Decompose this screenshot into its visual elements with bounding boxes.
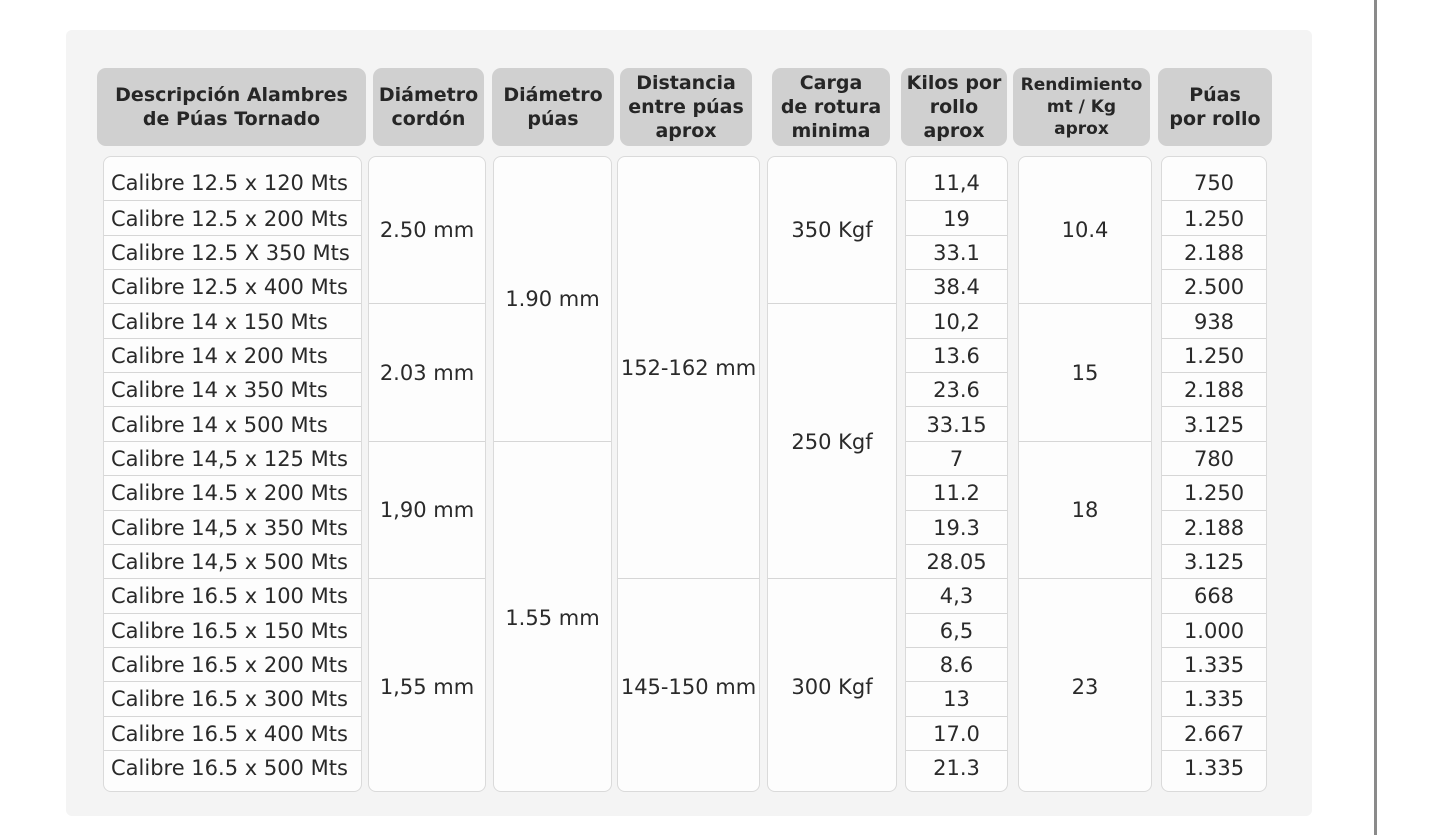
column-rendimiento <box>1018 156 1152 792</box>
puas-rollo-cell: 3.125 <box>1162 406 1266 441</box>
diametro-cordon-cell: 2.50 mm <box>379 218 475 243</box>
diametro-cordon-cell: 2.03 mm <box>369 303 485 441</box>
puas-rollo-cell: 2.188 <box>1162 372 1266 407</box>
column-diametro-puas <box>493 156 612 792</box>
puas-rollo-cell: 1.250 <box>1162 338 1266 373</box>
header-kilos: Kilos por rollo aprox <box>901 68 1007 146</box>
kilos-cell: 28.05 <box>906 544 1007 579</box>
puas-rollo-cell: 2.500 <box>1162 269 1266 304</box>
column-distancia <box>617 156 760 792</box>
kilos-cell: 38.4 <box>906 269 1007 304</box>
descripcion-cell: Calibre 16.5 x 100 Mts <box>104 578 361 613</box>
diametro-cordon-cell: 1,55 mm <box>369 578 485 792</box>
carga-cell: 350 Kgf <box>791 218 873 243</box>
descripcion-cell: Calibre 14 x 350 Mts <box>104 372 361 407</box>
puas-rollo-cell: 1.250 <box>1162 200 1266 235</box>
descripcion-cell: Calibre 14 x 200 Mts <box>104 338 361 373</box>
right-edge-divider <box>1374 0 1377 835</box>
header-descripcion: Descripción Alambres de Púas Tornado <box>97 68 366 146</box>
puas-rollo-cell: 1.335 <box>1162 681 1266 716</box>
kilos-cell: 4,3 <box>906 578 1007 613</box>
column-kilos <box>905 156 1008 792</box>
distancia-cell: 152-162 mm <box>620 355 757 380</box>
carga-cell: 300 Kgf <box>768 578 896 792</box>
rendimiento-cell: 23 <box>1019 578 1151 792</box>
column-puas-rollo <box>1161 156 1267 792</box>
descripcion-cell: Calibre 16.5 x 200 Mts <box>104 647 361 682</box>
kilos-cell: 11,4 <box>933 171 980 196</box>
puas-rollo-cell: 1.335 <box>1162 647 1266 682</box>
puas-rollo-cell: 2.188 <box>1162 510 1266 545</box>
puas-rollo-cell: 750 <box>1193 171 1235 196</box>
descripcion-cell: Calibre 14 x 500 Mts <box>104 406 361 441</box>
puas-rollo-cell: 668 <box>1162 578 1266 613</box>
header-carga: Carga de rotura minima <box>772 68 890 146</box>
descripcion-cell: Calibre 16.5 x 500 Mts <box>104 750 361 785</box>
header-rendimiento: Rendimiento mt / Kg aprox <box>1013 68 1150 146</box>
kilos-cell: 8.6 <box>906 647 1007 682</box>
descripcion-cell: Calibre 14,5 x 350 Mts <box>104 510 361 545</box>
kilos-cell: 19.3 <box>906 510 1007 545</box>
puas-rollo-cell: 1.000 <box>1162 613 1266 648</box>
rendimiento-cell: 18 <box>1019 441 1151 579</box>
kilos-cell: 13.6 <box>906 338 1007 373</box>
descripcion-cell: Calibre 12.5 X 350 Mts <box>104 235 361 270</box>
kilos-cell: 7 <box>906 441 1007 476</box>
puas-rollo-cell: 780 <box>1162 441 1266 476</box>
puas-rollo-cell: 2.667 <box>1162 716 1266 751</box>
descripcion-cell: Calibre 16.5 x 400 Mts <box>104 716 361 751</box>
distancia-cell: 145-150 mm <box>618 578 759 792</box>
kilos-cell: 10,2 <box>906 303 1007 338</box>
descripcion-cell: Calibre 14,5 x 125 Mts <box>104 441 361 476</box>
puas-rollo-cell: 3.125 <box>1162 544 1266 579</box>
kilos-cell: 23.6 <box>906 372 1007 407</box>
descripcion-cell: Calibre 14,5 x 500 Mts <box>104 544 361 579</box>
descripcion-cell: Calibre 16.5 x 150 Mts <box>104 613 361 648</box>
column-descripcion <box>103 156 362 792</box>
kilos-cell: 21.3 <box>906 750 1007 785</box>
puas-rollo-cell: 1.335 <box>1162 750 1266 785</box>
diametro-puas-cell: 1.90 mm <box>505 286 600 311</box>
puas-rollo-cell: 938 <box>1162 303 1266 338</box>
column-diametro-cordon <box>368 156 486 792</box>
descripcion-cell: Calibre 12.5 x 400 Mts <box>104 269 361 304</box>
descripcion-cell: Calibre 14 x 150 Mts <box>104 303 361 338</box>
kilos-cell: 17.0 <box>906 716 1007 751</box>
kilos-cell: 33.15 <box>906 406 1007 441</box>
carga-cell: 250 Kgf <box>768 303 896 579</box>
header-puas-rollo: Púas por rollo <box>1158 68 1272 146</box>
kilos-cell: 11.2 <box>906 475 1007 510</box>
descripcion-cell: Calibre 16.5 x 300 Mts <box>104 681 361 716</box>
header-distancia: Distancia entre púas aprox <box>620 68 752 146</box>
column-carga <box>767 156 897 792</box>
descripcion-cell: Calibre 12.5 x 120 Mts <box>111 171 348 196</box>
diametro-puas-cell: 1.55 mm <box>494 441 611 792</box>
rendimiento-cell: 10.4 <box>1061 218 1109 243</box>
rendimiento-cell: 15 <box>1019 303 1151 441</box>
descripcion-cell: Calibre 12.5 x 200 Mts <box>104 200 361 235</box>
header-diametro-puas: Diámetro púas <box>492 68 614 146</box>
puas-rollo-cell: 2.188 <box>1162 235 1266 270</box>
diametro-cordon-cell: 1,90 mm <box>369 441 485 579</box>
header-diametro-cordon: Diámetro cordón <box>373 68 484 146</box>
kilos-cell: 6,5 <box>906 613 1007 648</box>
kilos-cell: 33.1 <box>906 235 1007 270</box>
kilos-cell: 19 <box>906 200 1007 235</box>
descripcion-cell: Calibre 14.5 x 200 Mts <box>104 475 361 510</box>
kilos-cell: 13 <box>906 681 1007 716</box>
puas-rollo-cell: 1.250 <box>1162 475 1266 510</box>
